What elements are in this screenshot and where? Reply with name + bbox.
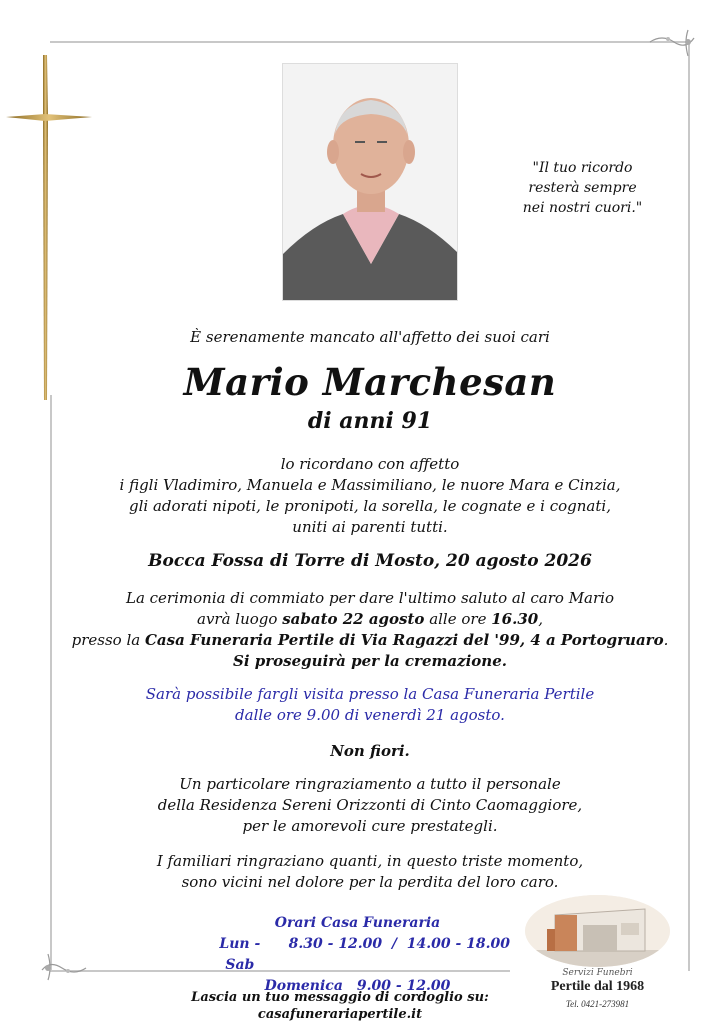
ceremony-line <box>50 651 690 672</box>
family-line: uniti ai parenti tutti. <box>292 518 448 536</box>
thanks-line: per le amorevoli cure prestategli. <box>242 817 498 835</box>
hours-row-weekday <box>205 934 510 976</box>
sunday-hours: 9.00 - 12.00 <box>356 978 451 994</box>
ceremony-time: 16.30 <box>491 610 539 628</box>
sunday-label: Domenica <box>264 978 343 994</box>
visit-line: Sarà possibile fargli visita presso la Casa Funeraria Pertile <box>145 685 595 703</box>
family-list <box>50 454 690 538</box>
place-date: Bocca Fossa di Torre di Mosto, 20 agosto 2026 <box>148 551 592 571</box>
family-line: lo ricordano con affetto <box>280 455 460 473</box>
corner-ornament-icon <box>38 952 88 982</box>
cross-icon <box>0 55 100 400</box>
logo-name: Pertile dal 1968 <box>550 979 645 994</box>
visit-line: dalle ore 9.00 di venerdì 21 agosto. <box>235 706 505 724</box>
thanks-line: della Residenza Sereni Orizzonti di Cinto Caomaggiore, <box>157 796 583 814</box>
cremation-note: Si proseguirà per la cremazione. <box>233 652 507 670</box>
family-line: i figli Vladimiro, Manuela e Massimiliano, le nuore Mara e Cinzia, <box>119 476 621 494</box>
website-link[interactable]: casafunerariapertile.it <box>257 1007 423 1022</box>
funeral-home-logo <box>515 895 680 1017</box>
corner-ornament-icon <box>648 28 698 58</box>
visit-info <box>50 684 690 726</box>
hours-title: Orari Casa Funeraria <box>274 915 441 931</box>
intro-text: È serenamente mancato all'affetto dei suoi cari <box>190 328 550 346</box>
message-line: Lascia un tuo messaggio di cordoglio su: <box>191 990 489 1005</box>
ceremony-day: sabato 22 agosto <box>282 610 425 628</box>
family-line: gli adorati nipoti, le pronipoti, la sorella, le cognate e i cognati, <box>129 497 611 515</box>
ceremony-line: avrà luogo sabato 22 agosto alle ore 16.30, <box>197 610 543 628</box>
ceremony-line: La cerimonia di commiato per dare l'ultimo saluto al caro Mario <box>125 589 614 607</box>
family-thanks <box>50 851 690 893</box>
quote-line: "Il tuo ricordo <box>532 160 633 176</box>
memorial-quote <box>500 158 665 218</box>
weekday-hours: 8.30 - 12.00 / 14.00 - 18.00 <box>288 936 510 952</box>
family-thanks-line: I familiari ringraziano quanti, in questo triste momento, <box>156 852 584 870</box>
building-icon <box>525 895 670 967</box>
ceremony-details <box>50 588 690 672</box>
ceremony-line: presso la Casa Funeraria Pertile di Via Ragazzi del '99, 4 a Portogruaro. <box>71 631 669 649</box>
logo-phone: Tel. 0421-273981 <box>565 999 630 1009</box>
deceased-age: di anni 91 <box>307 408 433 434</box>
quote-line: nei nostri cuori." <box>522 200 643 216</box>
ceremony-location: Casa Funeraria Pertile di Via Ragazzi del '99, 4 a Portogruaro <box>144 631 664 649</box>
special-thanks <box>50 774 690 837</box>
funeral-home-hours <box>205 913 510 997</box>
portrait-photo <box>282 63 458 301</box>
thanks-line: Un particolare ringraziamento a tutto il personale <box>179 775 561 793</box>
logo-subtitle: Servizi Funebri <box>562 968 633 978</box>
family-thanks-line: sono vicini nel dolore per la perdita del loro caro. <box>181 873 559 891</box>
quote-line: resterà sempre <box>528 180 637 196</box>
no-flowers-note: Non fiori. <box>330 742 410 760</box>
condolence-message <box>160 989 520 1023</box>
weekday-label: Lun - Sab <box>219 936 261 973</box>
frame-top-border <box>50 41 690 43</box>
deceased-name: Mario Marchesan <box>183 360 557 404</box>
